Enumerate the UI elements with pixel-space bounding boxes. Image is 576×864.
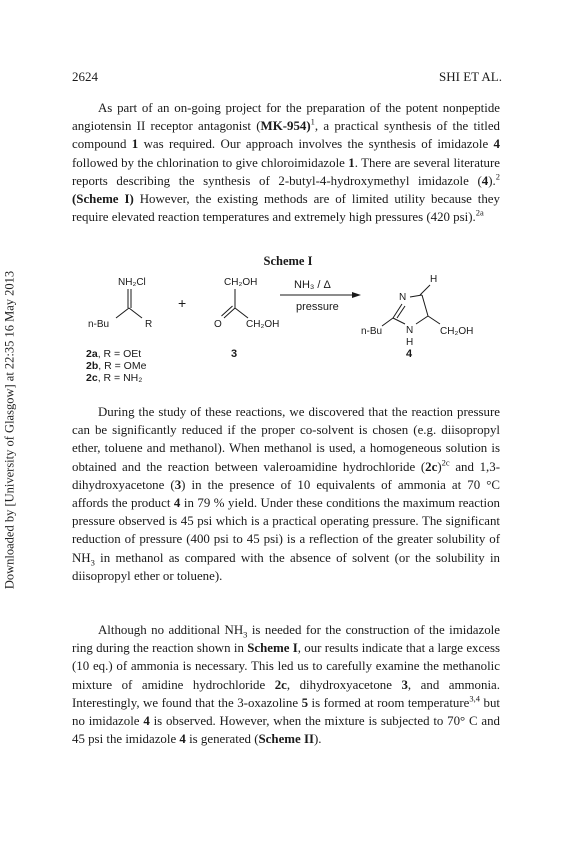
imidazole-n1: N [406, 325, 414, 336]
amidine-nh2cl: NH₂Cl [118, 277, 146, 288]
paragraph-ammonia: Although no additional $NH_3$ is needed for the construction of the imidazole ring during the reaction shown in Scheme I, our results indicate that a large excess (10 eq.) of ammonia is necessary. This led us to carefully examine the methanolic mixture of amidine hydrochloride 2c, dihydroxyacetone 3, and ammonia. Interestingly, we found that the 3-oxazoline 5 is formed at room temperature$^{3,4}$ but no imidazole 4 is observed. However, when the mixture is subjected to 70° C and 45 psi the imidazole 4 is generated (Scheme II). [72, 623, 501, 747]
imidazole-ch2oh: CH₂OH [440, 326, 474, 337]
imidazole-h-bottom: H [406, 337, 414, 348]
dha-ch2oh-right: CH₂OH [246, 319, 280, 330]
label-4: 4 [406, 348, 413, 360]
imidazole-n3: N [399, 292, 407, 303]
product-imidazole [361, 274, 473, 348]
imidazole-h-top: H [430, 274, 438, 285]
paragraph-intro: As part of an on-going project for the preparation of the potent nonpeptide angiotensin II receptor antagonist $(MK-954)^1$, a practical synthesis of the titled compound 1 was required. Our approach involves the synthesis of imidazole 4 followed by the chlorination to give chloroimidazole 1. There are several literature reports describing the synthesis of 2-butyl-4-hydroxymethyl imidazole (4).$^2$ (Scheme I) However, the existing methods are of limited utility because they require elevated reaction temperatures and extremely high pressures (420 psi).$^{2a}$ [72, 101, 500, 225]
page-number: 2624 [72, 69, 98, 84]
arrow-reagent: NH₃ / Δ [294, 279, 331, 291]
amidine-r: R [145, 319, 153, 330]
reactant-amidine [88, 277, 152, 330]
label-2b: 2b, R = OMe [86, 360, 147, 372]
download-watermark [0, 0, 20, 864]
scheme-diagram [72, 270, 504, 390]
reactant-dihydroxyacetone [214, 277, 279, 330]
label-2c: 2c, R = NH₂ [86, 372, 143, 384]
dha-oxygen: O [214, 319, 222, 330]
download-note: Downloaded by [University of Glasgow] at 22:35 16 May 2013 [2, 270, 17, 590]
scheme-title: Scheme I [263, 254, 313, 268]
label-3: 3 [231, 348, 238, 360]
arrow-condition: pressure [296, 301, 339, 313]
paragraph-cosolvent: During the study of these reactions, we discovered that the reaction pressure can be significantly reduced if the proper co-solvent is chosen (e.g. diisopropyl ether, toluene and methanol). When methanol is used, a homogeneous solution is obtained and the reaction between valeroamidine hydrochloride $(2c)^{2c}$ and 1,3-dihydroxyacetone (3) in the presence of 10 equivalents of ammonia at 70 °C affords the product 4 in 79 % yield. Under these conditions the maximum reaction pressure observed is 45 psi which is a practical operating pressure. The significant reduction of pressure (400 psi to 45 psi) is a reflection of the greater solubility of $NH_3$ in methanol as compared with the absence of solvent (or the solubility in diisopropyl ether or toluene). [72, 405, 501, 583]
running-head: SHI ET AL. [439, 69, 502, 84]
dha-ch2oh-top: CH₂OH [224, 277, 258, 288]
label-2a: 2a, R = OEt [86, 348, 142, 360]
reaction-arrow [280, 279, 361, 313]
plus-sign: + [178, 295, 187, 311]
imidazole-nbu: n-Bu [361, 326, 383, 337]
page-header [72, 69, 502, 85]
amidine-nbu: n-Bu [88, 319, 110, 330]
